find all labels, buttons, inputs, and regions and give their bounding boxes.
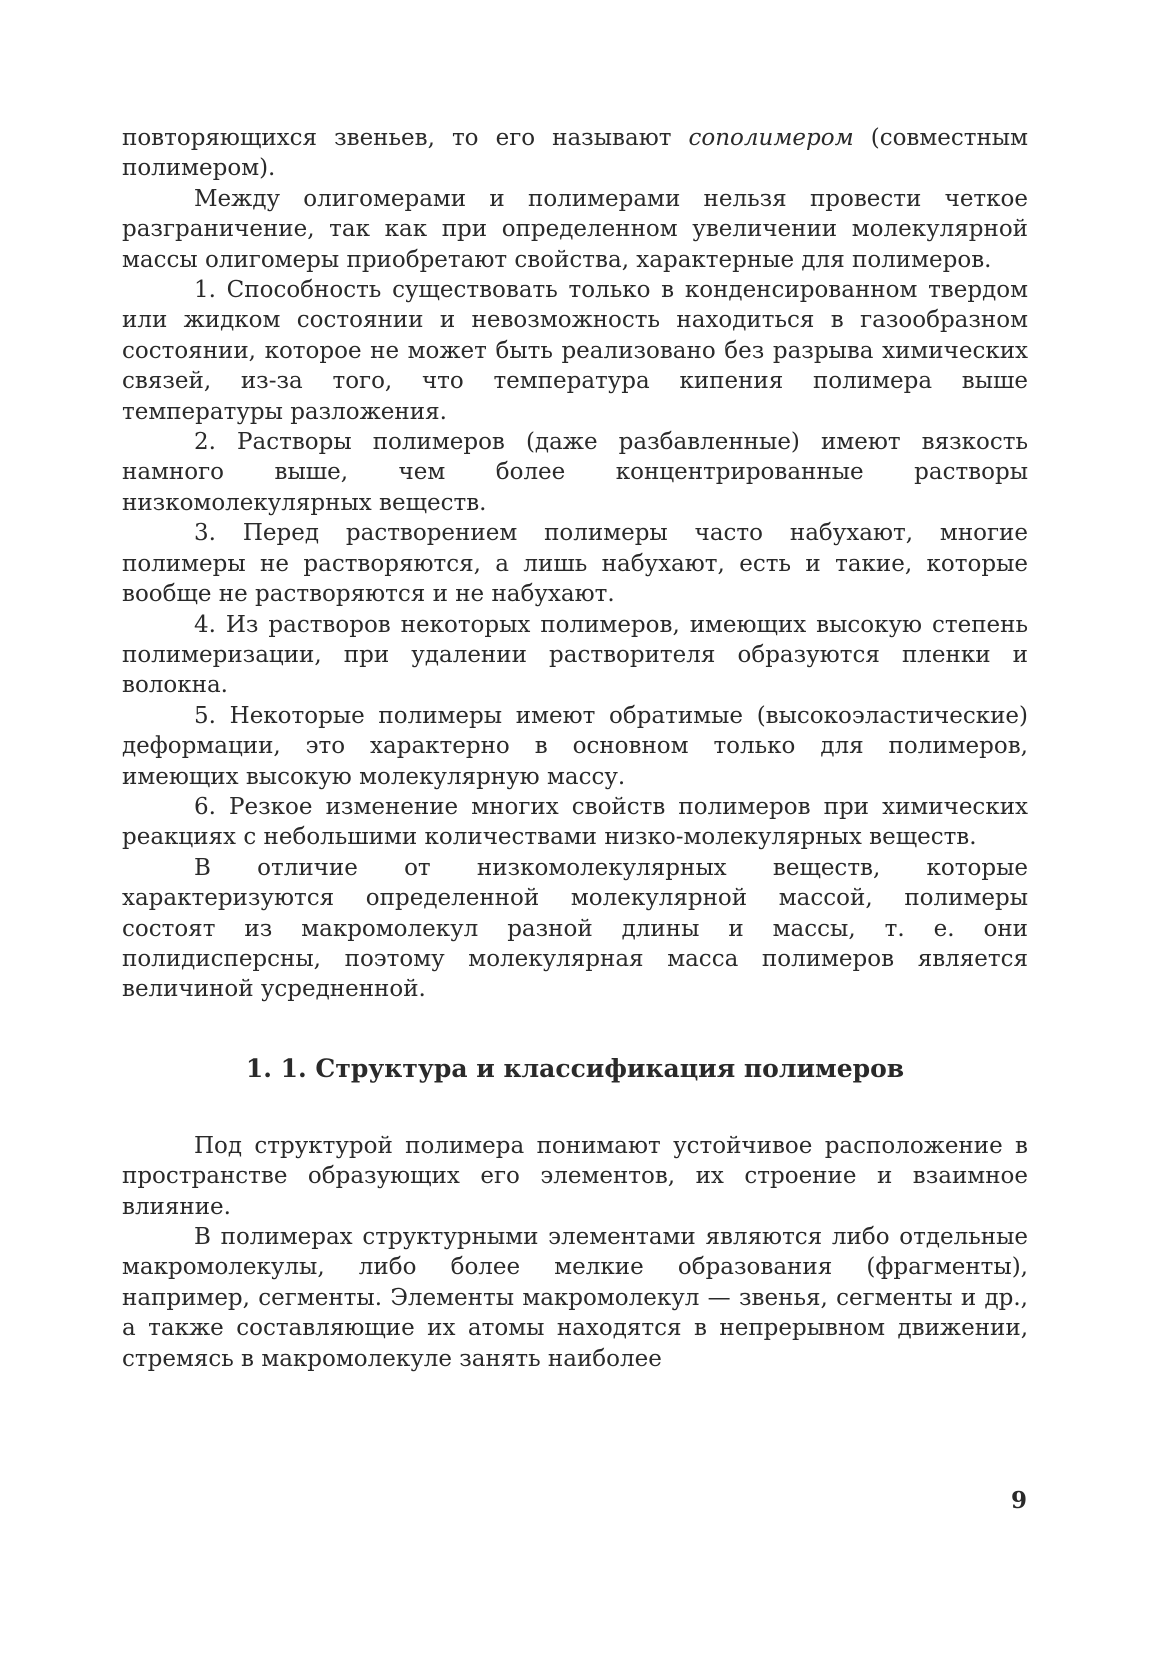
list-item-2: 2. Растворы полимеров (даже разбавленные) имеют вязкость намного выше, чем более концентрированные растворы низкомолекулярных веществ. (122, 429, 1028, 516)
list-item-3: 3. Перед растворением полимеры часто набухают, многие полимеры не растворяются, а лишь набухают, есть и такие, которые вообще не растворяются и не набухают. (122, 520, 1028, 608)
list-item-6: 6. Резкое изменение многих свойств полимеров при химических реакциях с небольшими количествами низко-молекулярных веществ. (122, 793, 1028, 851)
list-item-1: 1. Способность существовать только в конденсированном твердом или жидком состоянии и невозможность находиться в газообразном состоянии, которое не может быть реализовано без разрыва химических связей, из-за того, что температура кипения полимера выше температуры разложения. (122, 277, 1028, 425)
paragraph-polydispersity: В отличие от низкомолекулярных веществ, которые характеризуются определенной молекулярной массой, полимеры состоят из макромолекул разной длины и массы, т. е. они полидисперсны, поэтому молекулярная масса полимеров является величиной усредненной. (122, 854, 1028, 1003)
paragraph-intro (122, 123, 1028, 184)
paragraph-oligomers: Между олигомерами и полимерами нельзя провести четкое разграничение, так как при определенном увеличении молекулярной массы олигомеры приобретают свойства, характерные для полимеров. (122, 185, 1028, 273)
paragraph-structure-elements: В полимерах структурными элементами являются либо отдельные макромолекулы, либо более мелкие образования (фрагменты), например, сегменты. Элементы макромолекул — звенья, сегменты и др., а также составляющие их атомы находятся в непрерывном движении, стремясь в макромолекуле занять наиболее (122, 1224, 1028, 1372)
intro-text-before: повторяющихся звеньев, то его называют (122, 125, 689, 151)
section-heading: 1. 1. Структура и классификация полимеров (245, 1053, 905, 1083)
intro-text-after: (совместным полимером). (122, 125, 1029, 182)
page-body (122, 123, 1028, 1374)
term-copolymer: сополимером (688, 125, 854, 151)
list-item-4: 4. Из растворов некоторых полимеров, имеющих высокую степень полимеризации, при удалении растворителя образуются пленки и волокна. (122, 611, 1028, 699)
list-item-5: 5. Некоторые полимеры имеют обратимые (высокоэластические) деформации, это характерно в основном только для полимеров, имеющих высокую молекулярную массу. (122, 702, 1028, 790)
paragraph-structure-definition: Под структурой полимера понимают устойчивое расположение в пространстве образующих его элементов, их строение и взаимное влияние. (122, 1132, 1028, 1220)
page-number: 9 (1010, 1487, 1027, 1514)
